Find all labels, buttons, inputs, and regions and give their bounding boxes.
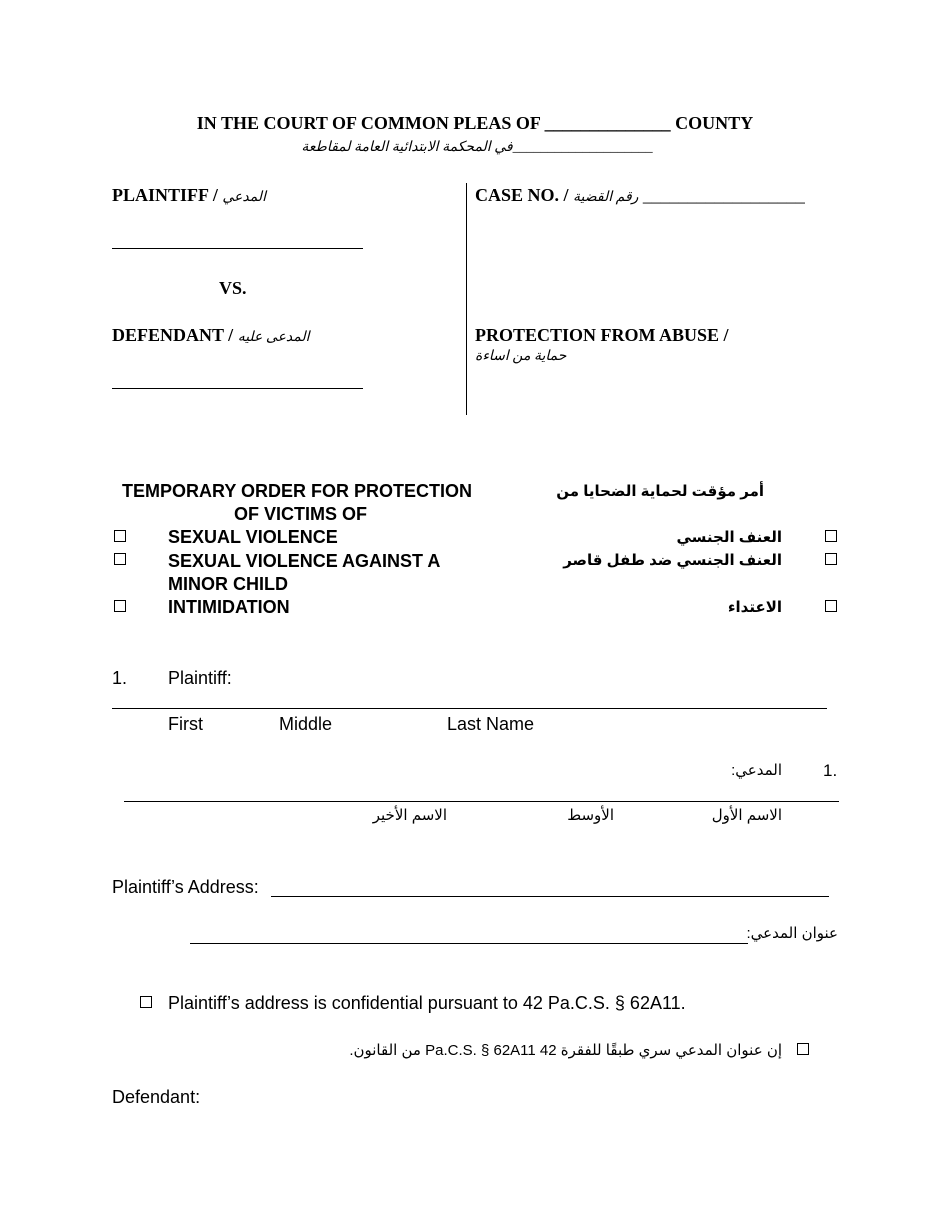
confidential-text-ar: إن عنوان المدعي سري طبقًا للفقرة 42 Pa.C.S. § 62A11 من القانون. [349,1042,782,1059]
option-sexual-violence: SEXUAL VIOLENCE [168,527,338,547]
court-title: IN THE COURT OF COMMON PLEAS OF ______________ COUNTY [196,113,754,133]
order-title-line1: TEMPORARY ORDER FOR PROTECTION [122,481,473,501]
defendant-name-line[interactable] [112,388,363,389]
sexual-violence-minor-checkbox-ar[interactable] [825,553,837,565]
vs-label: VS. [219,278,247,298]
last-name-label-ar: الاسم الأخير [372,807,447,824]
sexual-violence-checkbox-ar[interactable] [825,530,837,542]
option-intimidation: INTIMIDATION [168,597,290,617]
first-name-label-ar: الاسم الأول [711,807,782,824]
case-no-label: CASE NO. / [475,185,569,205]
plaintiff-name-line[interactable] [112,248,363,249]
plaintiff-label: PLAINTIFF / [112,185,218,205]
defendant-label: DEFENDANT / [112,325,234,345]
option-sexual-violence-ar: العنف الجنسي [676,529,782,546]
option-intimidation-ar: الاعتداء [727,599,782,616]
address-label-ar: عنوان المدعي: [746,925,838,942]
first-name-label: First [168,714,203,734]
address-label: Plaintiff’s Address: [112,877,259,897]
case-no-label-ar: رقم القضية [573,190,639,205]
defendant-field-label: Defendant: [112,1087,201,1107]
address-input-line-ar[interactable] [190,943,748,944]
plaintiff-name-input-line-ar[interactable] [124,801,839,802]
middle-name-label: Middle [279,714,333,734]
confidential-checkbox[interactable] [140,996,152,1008]
sexual-violence-checkbox[interactable] [114,530,126,542]
last-name-label: Last Name [447,714,535,734]
sexual-violence-minor-checkbox[interactable] [114,553,126,565]
section-number: 1. [112,668,128,688]
confidential-checkbox-ar[interactable] [797,1043,809,1055]
caption-divider [466,183,467,415]
order-title-line2: OF VICTIMS OF [234,504,367,524]
case-no-blank[interactable]: __________________ [642,185,805,205]
intimidation-checkbox[interactable] [114,600,126,612]
option-sexual-violence-minor-cont: MINOR CHILD [168,574,288,594]
plaintiff-caption-label [112,185,266,206]
plaintiff-field-label: Plaintiff: [168,668,232,688]
intimidation-checkbox-ar[interactable] [825,600,837,612]
pfa-label: PROTECTION FROM ABUSE / [475,325,729,345]
pfa-label-ar: حماية من اساءة [475,349,567,364]
middle-name-label-ar: الأوسط [567,807,614,824]
court-title-ar: في المحكمة الابتدائية العامة لمقاطعة____________________ [301,140,653,155]
confidential-text: Plaintiff’s address is confidential pursuant to 42 Pa.C.S. § 62A11. [168,993,686,1013]
plaintiff-name-input-line[interactable] [112,708,827,709]
section-number-ar: 1. [823,761,838,780]
defendant-caption-label [112,325,310,346]
option-sexual-violence-minor: SEXUAL VIOLENCE AGAINST A [168,551,441,571]
address-input-line[interactable] [271,896,829,897]
plaintiff-field-label-ar: المدعي: [731,762,782,779]
defendant-label-ar: المدعى عليه [237,330,310,345]
option-sexual-violence-minor-ar: العنف الجنسي ضد طفل قاصر [563,552,782,569]
plaintiff-label-ar: المدعي [222,190,266,205]
order-title-ar: أمر مؤقت لحماية الضحايا من [556,483,764,500]
case-no-caption [475,185,805,206]
